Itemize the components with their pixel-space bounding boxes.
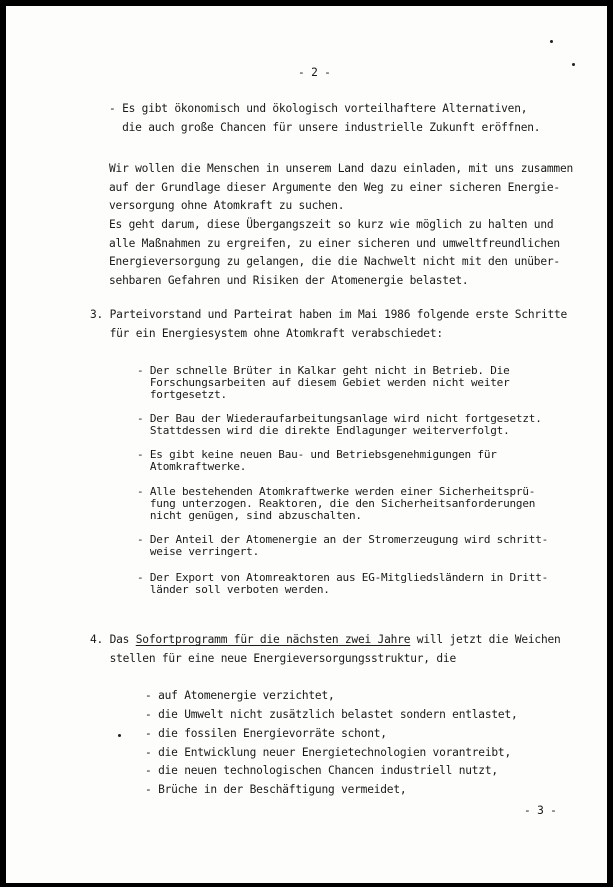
section-4-list-item: - auf Atomenergie verzichtet, (145, 689, 335, 702)
page-number: - 2 - (298, 66, 331, 79)
section-3-list-line: Forschungsarbeiten auf diesem Gebiet werden nicht weiter (137, 376, 510, 389)
section-4-list-item: - die Entwicklung neuer Energietechnologien vorantreibt, (145, 746, 511, 759)
scan-speck (118, 734, 121, 737)
section-4-list-item: - Brüche in der Beschäftigung vermeidet, (145, 783, 407, 796)
section-3-list-line: weise verringert. (137, 545, 260, 558)
paragraph-line: Es geht darum, diese Übergangszeit so kurz wie möglich zu halten und (109, 218, 554, 231)
section-3-heading-line: 3. Parteivorstand und Parteirat haben im Mai 1986 folgende erste Schritte (90, 308, 568, 321)
section-3-list-line: Atomkraftwerke. (137, 460, 247, 473)
section-3-list-line: Stattdessen wird die direkte Endlagunger weiterverfolgt. (137, 424, 510, 437)
section-3-heading-line: für ein Energiesystem ohne Atomkraft verabschiedet: (90, 327, 443, 340)
section-3-list-line: - Der schnelle Brüter in Kalkar geht nicht in Betrieb. Die (137, 364, 510, 377)
section-4-list-item: - die Umwelt nicht zusätzlich belastet sondern entlastet, (145, 708, 518, 721)
section-3-list-line: - Der Export von Atomreaktoren aus EG-Mitgliedsländern in Dritt- (137, 571, 549, 584)
intro-bullet-line: die auch große Chancen für unsere industrielle Zukunft eröffnen. (109, 121, 541, 134)
section-4-heading-line: 4. Das Sofortprogramm für die nächsten zwei Jahre will jetzt die Weichen (90, 633, 561, 646)
section-4-list-item: - die neuen technologischen Chancen industriell nutzt, (145, 764, 498, 777)
section-3-list-line: fortgesetzt. (137, 388, 227, 401)
intro-bullet-line: - Es gibt ökonomisch und ökologisch vorteilhaftere Alternativen, (109, 102, 528, 115)
section-3-list-line: länder soll verboten werden. (137, 583, 330, 596)
scan-speck (572, 63, 575, 66)
section-3-list-line: - Der Bau der Wiederaufarbeitungsanlage wird nicht fortgesetzt. (137, 412, 542, 425)
paragraph-line: auf der Grundlage dieser Argumente den Weg zu einer sicheren Energie- (109, 181, 560, 194)
scan-speck (550, 40, 553, 43)
section-3-list-line: nicht genügen, sind abzuschalten. (137, 509, 362, 522)
section-3-list-line: - Der Anteil der Atomenergie an der Stromerzeugung wird schritt- (137, 533, 549, 546)
document-page (6, 6, 607, 883)
section-4-heading-line: stellen für eine neue Energieversorgungsstruktur, die (90, 652, 456, 665)
section-3-list-line: - Alle bestehenden Atomkraftwerke werden einer Sicherheitsprü- (137, 485, 536, 498)
paragraph-line: Energieversorgung zu gelangen, die die Nachwelt nicht mit den unüber- (109, 255, 560, 268)
paragraph-line: alle Maßnahmen zu ergreifen, zu einer sicheren und umweltfreundlichen (109, 237, 560, 250)
section-3-list-line: fung unterzogen. Reaktoren, die den Sicherheitsanforderungen (137, 497, 536, 510)
paragraph-line: versorgung ohne Atomkraft zu suchen. (109, 199, 345, 212)
section-3-list-line: - Es gibt keine neuen Bau- und Betriebsgenehmigungen für (137, 448, 497, 461)
underlined-phrase: Sofortprogramm für die nächsten zwei Jahre (135, 633, 411, 646)
next-page-marker: - 3 - (524, 804, 557, 817)
paragraph-line: Wir wollen die Menschen in unserem Land dazu einladen, mit uns zusammen (109, 162, 574, 175)
section-4-list-item: - die fossilen Energievorräte schont, (145, 727, 387, 740)
paragraph-line: sehbaren Gefahren und Risiken der Atomenergie belastet. (109, 274, 469, 287)
